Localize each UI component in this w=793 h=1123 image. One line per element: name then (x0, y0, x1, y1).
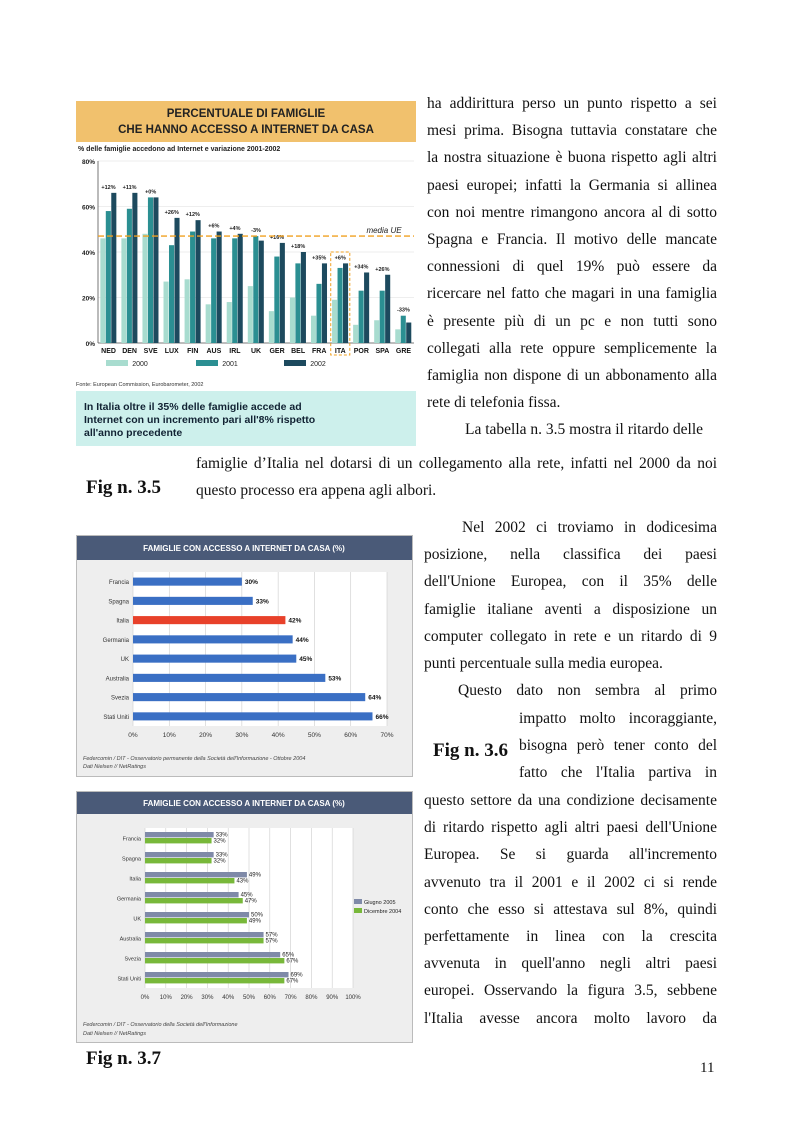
bar-2000 (290, 298, 295, 344)
x-tick-label: SVE (143, 348, 158, 355)
bar (133, 674, 325, 682)
data-label: +16% (269, 234, 285, 241)
bar-dicembre-2004 (145, 958, 284, 963)
data-label: -33% (397, 307, 410, 314)
fig36-source-2: Dati Nielsen // NetRatings (83, 764, 146, 770)
text-line: famiglia non dispone di un abbonamento alla (427, 367, 717, 385)
fig35-plot (82, 159, 414, 368)
bar-2002 (259, 241, 264, 343)
data-label: +35% (312, 255, 327, 262)
bar (133, 712, 372, 720)
y-tick-label: 0% (85, 341, 95, 348)
y-tick-label: 40% (81, 250, 95, 257)
category-label: UK (133, 916, 141, 923)
category-label: Italia (116, 618, 129, 625)
data-label: 45% (240, 892, 253, 899)
data-label: 65% (282, 952, 295, 959)
average-label: media UE (366, 226, 402, 236)
category-label: Stati Uniti (103, 714, 129, 721)
x-tick-label: 40% (222, 995, 235, 1001)
x-tick-label: 70% (380, 732, 394, 739)
bar-dicembre-2004 (145, 918, 247, 923)
bar-giugno-2005 (145, 832, 214, 837)
chart-3-5 (76, 101, 416, 446)
text-line: connessioni di quel 19% può essere da (427, 258, 717, 276)
bar (133, 693, 365, 701)
text-line: famiglie italiane aventi a disposizione un (424, 600, 717, 618)
bar-dicembre-2004 (145, 858, 212, 863)
y-tick-label: 60% (81, 204, 95, 212)
category-label: Australia (105, 676, 129, 683)
text-line: Questo dato non sembra al primo (458, 682, 717, 700)
x-tick-label: 60% (263, 995, 276, 1001)
text-line: è presente più di un pc e non tutti sono (427, 312, 717, 330)
x-tick-label: 60% (344, 732, 358, 739)
x-tick-label: IRL (229, 348, 241, 355)
data-label: -3% (251, 228, 261, 235)
legend-swatch (196, 360, 218, 366)
category-label: Francia (122, 836, 141, 843)
category-label: Stati Uniti (117, 976, 141, 983)
bar-dicembre-2004 (145, 838, 212, 843)
x-tick-label: SPA (375, 348, 390, 355)
text-line: perfettamente in linea con la crescita (424, 928, 717, 946)
bar-dicembre-2004 (145, 978, 284, 983)
bar (133, 655, 296, 663)
category-label: Italia (129, 876, 141, 883)
bar-2002 (153, 197, 158, 343)
x-tick-label: UK (250, 348, 262, 355)
legend-label: 2002 (310, 361, 326, 368)
bar-2001 (338, 268, 343, 343)
bar-2001 (190, 232, 195, 343)
x-tick-label: 0% (140, 995, 150, 1001)
text-line: l'Italia avesse ancora molto lavoro da (424, 1009, 717, 1027)
fig35-caption: Fig n. 3.5 (86, 477, 161, 498)
data-label: 67% (286, 978, 299, 985)
bar-2002 (385, 275, 390, 343)
fig37-caption: Fig n. 3.7 (86, 1048, 161, 1069)
data-label: 42% (288, 617, 302, 625)
bar-2000 (332, 300, 337, 343)
data-label: 30% (244, 579, 258, 587)
x-tick-label: 70% (284, 995, 297, 1001)
category-label: UK (120, 657, 129, 664)
x-tick-label: POR (353, 348, 369, 355)
paragraph-wide (196, 450, 717, 504)
x-tick-label: NED (101, 348, 116, 355)
paragraph-right-1 (427, 90, 717, 444)
bar-2000 (248, 286, 253, 343)
text-line: conto che esso si attestava sul 8%, quindi (424, 900, 717, 918)
bar-2001 (295, 263, 300, 343)
bar-2002 (196, 220, 201, 343)
text-line: La tabella n. 3.5 mostra il ritardo delle (465, 421, 704, 439)
text-line: impatto molto incoraggiante, (519, 710, 717, 727)
x-tick-label: LUX (164, 348, 179, 355)
data-label: 44% (295, 636, 309, 644)
category-label: Spagna (122, 856, 141, 863)
bar-2000 (353, 325, 358, 343)
fig36-title: FAMIGLIE CON ACCESSO A INTERNET DA CASA (%) (143, 544, 345, 553)
x-tick-label: 10% (159, 995, 172, 1001)
text-line: rete di telefonia fissa. (427, 394, 561, 412)
category-label: Australia (119, 936, 141, 943)
bar-2002 (301, 252, 306, 343)
text-line: ricercare nel fatto che magari in una famiglia (427, 285, 717, 303)
text-line: Spagna e Francia. Il motivo delle mancate (427, 231, 717, 249)
page-number: 11 (700, 1060, 715, 1076)
x-tick-label: 0% (128, 732, 138, 739)
bar (133, 616, 285, 624)
x-tick-label: GRE (395, 348, 412, 355)
bar-2002 (406, 323, 411, 343)
data-label: 49% (248, 872, 261, 879)
x-tick-label: 90% (326, 995, 339, 1001)
data-label: 49% (248, 918, 261, 925)
bar-giugno-2005 (145, 872, 247, 877)
x-tick-label: FRA (312, 348, 327, 355)
text-line: punti percentuale sulla media europea. (424, 655, 663, 673)
text-line: europei. Osservando la figura 3.5, sebbene (424, 982, 717, 1000)
text-line: avvenuto tra il 2001 e il 2002 ci si rende (424, 873, 717, 891)
data-label: 57% (265, 932, 278, 939)
text-line: famiglie d’Italia nel dotarsi di un collegamento alla rete, infatti nel 2000 da noi (196, 455, 717, 472)
bar-2001 (401, 316, 406, 343)
legend-label: 2000 (132, 361, 148, 368)
x-tick-label: 50% (307, 732, 321, 739)
data-label: 69% (290, 972, 303, 979)
bar-giugno-2005 (145, 852, 214, 857)
bar-giugno-2005 (145, 972, 289, 977)
bar-2000 (100, 238, 105, 343)
bar-2000 (206, 304, 211, 343)
x-tick-label: GER (269, 348, 285, 355)
fig35-title-1: PERCENTUALE DI FAMIGLIE (166, 108, 326, 120)
text-line: di ritardo rispetto agli altri paesi dell'Unione (424, 819, 717, 837)
x-tick-label: 50% (242, 995, 256, 1001)
fig35-title-2: CHE HANNO ACCESSO A INTERNET DA CASA (118, 124, 374, 136)
fig36-plot-bg (133, 572, 387, 726)
legend-label: 2001 (222, 361, 238, 368)
bar-dicembre-2004 (145, 938, 264, 943)
text-line: questo settore da una condizione decisamente (424, 792, 717, 809)
fig36-source-1: Federcomin / DIT - Osservatorio permanente della Società dell'Informazione - Ottobre 2004 (83, 756, 306, 762)
text-line: con noi mentre rimangono ancora al di sotto (427, 203, 717, 221)
data-label: +6% (208, 223, 220, 230)
data-label: +26% (375, 266, 390, 273)
text-line: Nel 2002 ci troviamo in dodicesima (462, 519, 717, 536)
y-tick-label: 80% (81, 159, 95, 166)
x-tick-label: 40% (271, 732, 285, 739)
data-label: 47% (244, 898, 257, 905)
bar-2001 (232, 238, 237, 343)
bar-2000 (185, 279, 190, 343)
paragraph-right-2 (424, 514, 717, 704)
bar-2001 (253, 236, 258, 343)
data-label: 53% (328, 675, 342, 683)
x-tick-label: 30% (201, 995, 214, 1001)
fig36-caption: Fig n. 3.6 (433, 740, 508, 761)
bar-dicembre-2004 (145, 878, 234, 883)
bar-2000 (311, 316, 316, 343)
bar-2000 (121, 238, 126, 343)
x-tick-label: ITA (334, 348, 346, 355)
x-tick-label: DEN (122, 348, 137, 355)
bar-2002 (322, 263, 327, 343)
x-tick-label: 30% (235, 732, 249, 739)
figure-3-6 (76, 535, 413, 777)
x-tick-label: BEL (291, 348, 306, 355)
y-tick-label: 20% (81, 295, 95, 303)
bar-giugno-2005 (145, 952, 280, 957)
bar-2002 (280, 243, 285, 343)
bar-giugno-2005 (145, 892, 239, 897)
fig35-source: Fonte: European Commission, Eurobarometer, 2002 (76, 382, 204, 388)
text-line: la nostra situazione è buona rispetto agli altri (427, 149, 717, 167)
bar-2000 (227, 302, 232, 343)
fig35-callout-2: Internet con un incremento pari all'8% rispetto (84, 414, 316, 426)
text-line: dell'Unione Europea, con il 35% delle (424, 573, 717, 591)
category-label: Svezia (110, 695, 129, 702)
fig37-title: FAMIGLIE CON ACCESSO A INTERNET DA CASA (%) (143, 799, 345, 808)
bar-2001 (127, 209, 132, 343)
data-label: +26% (164, 209, 179, 216)
data-label: +12% (101, 184, 116, 191)
text-line: ha addirittura perso un punto rispetto a sei (427, 95, 717, 112)
figure-3-7 (76, 791, 413, 1043)
bar-2001 (316, 284, 321, 343)
data-label: 45% (299, 656, 313, 664)
legend-swatch (354, 899, 362, 904)
fig35-subtitle: % delle famiglie accedono ad Internet e variazione 2001-2002 (78, 146, 281, 153)
bar-2001 (148, 197, 153, 343)
category-label: Svezia (124, 956, 141, 963)
data-label: +34% (354, 264, 369, 271)
x-tick-label: AUS (206, 348, 222, 355)
bar-2002 (111, 193, 116, 343)
bar-2001 (106, 211, 111, 343)
bar-2002 (364, 272, 369, 343)
data-label: 33% (215, 832, 228, 839)
data-label: +6% (334, 255, 346, 262)
category-label: Spagna (108, 599, 129, 606)
data-label: 33% (215, 852, 228, 859)
data-label: +18% (291, 244, 306, 250)
bar (133, 578, 242, 586)
x-tick-label: 10% (162, 732, 176, 739)
legend-swatch (354, 908, 362, 913)
legend-label: Dicembre 2004 (364, 909, 402, 915)
text-line: bisogna però tener conto del (519, 737, 717, 755)
legend-swatch (106, 360, 128, 366)
x-tick-label: FIN (187, 348, 199, 355)
text-line: fatto che l'Italia partiva in (519, 764, 717, 782)
bar-2000 (269, 311, 274, 343)
x-tick-label: 80% (305, 995, 318, 1001)
bar-2002 (217, 232, 222, 343)
bar (133, 597, 253, 605)
fig37-source-1: Federcomin / DIT - Osservatorio della Società dell'Informazione (83, 1022, 238, 1028)
data-label: +4% (229, 225, 241, 232)
data-label: 50% (251, 912, 264, 919)
text-line: Europea. Se si guarda all'incremento (424, 846, 717, 864)
bar-2001 (380, 291, 385, 343)
legend-swatch (284, 360, 306, 366)
data-label: 43% (236, 878, 249, 885)
data-label: +12% (185, 212, 200, 219)
data-label: +11% (122, 184, 137, 191)
bar-2000 (142, 234, 147, 343)
category-label: Francia (108, 580, 129, 587)
x-tick-label: 20% (199, 732, 213, 739)
text-line: paesi europei; infatti la Germania si allinea (427, 176, 717, 194)
bar-2001 (274, 257, 279, 343)
text-line: questo processo era appena agli albori. (196, 482, 437, 500)
bar-2001 (169, 245, 174, 343)
legend-label: Giugno 2005 (364, 900, 396, 906)
text-line: computer collegato in rete e un ritardo di 9 (424, 627, 717, 645)
bar-2000 (395, 329, 400, 343)
bar-dicembre-2004 (145, 898, 243, 903)
x-tick-label: 20% (180, 995, 193, 1001)
data-label: 33% (255, 598, 269, 606)
chart-3-6 (77, 536, 412, 776)
paragraph-right-3 (424, 787, 717, 1032)
bar-2001 (359, 291, 364, 343)
data-label: 64% (368, 694, 382, 702)
data-label: 32% (213, 858, 226, 865)
text-line: posizione, nella classifica dei paesi (424, 546, 717, 564)
fig37-source-2: Dati Nielsen // NetRatings (83, 1031, 146, 1037)
data-label: 67% (286, 958, 299, 965)
figure-3-5 (76, 101, 416, 446)
data-label: 32% (213, 838, 226, 845)
bar-2000 (164, 282, 169, 343)
category-label: Germania (116, 896, 141, 903)
text-line: avvenuta in quell'anno negli altri paesi (424, 955, 717, 973)
bar-2002 (238, 234, 243, 343)
bar-2002 (343, 263, 348, 343)
category-label: Germania (102, 637, 129, 644)
fig35-callout-3: all'anno precedente (84, 427, 183, 439)
bar-giugno-2005 (145, 932, 264, 937)
data-label: 66% (375, 713, 389, 721)
bar (133, 635, 293, 643)
text-line: collegati alla rete oppure semplicemente la (427, 339, 717, 357)
text-line: mesi prima. Bisogna tuttavia constatare che (427, 122, 717, 140)
x-tick-label: 100% (345, 995, 361, 1001)
data-label: +0% (145, 189, 157, 196)
paragraph-narrow (519, 705, 717, 787)
bar-2002 (132, 193, 137, 343)
bar-2001 (211, 238, 216, 343)
chart-3-7 (77, 792, 412, 1042)
fig35-callout-1: In Italia oltre il 35% delle famiglie accede ad (84, 401, 302, 413)
bar-giugno-2005 (145, 912, 249, 917)
data-label: 57% (265, 938, 278, 945)
bar-2000 (374, 320, 379, 343)
